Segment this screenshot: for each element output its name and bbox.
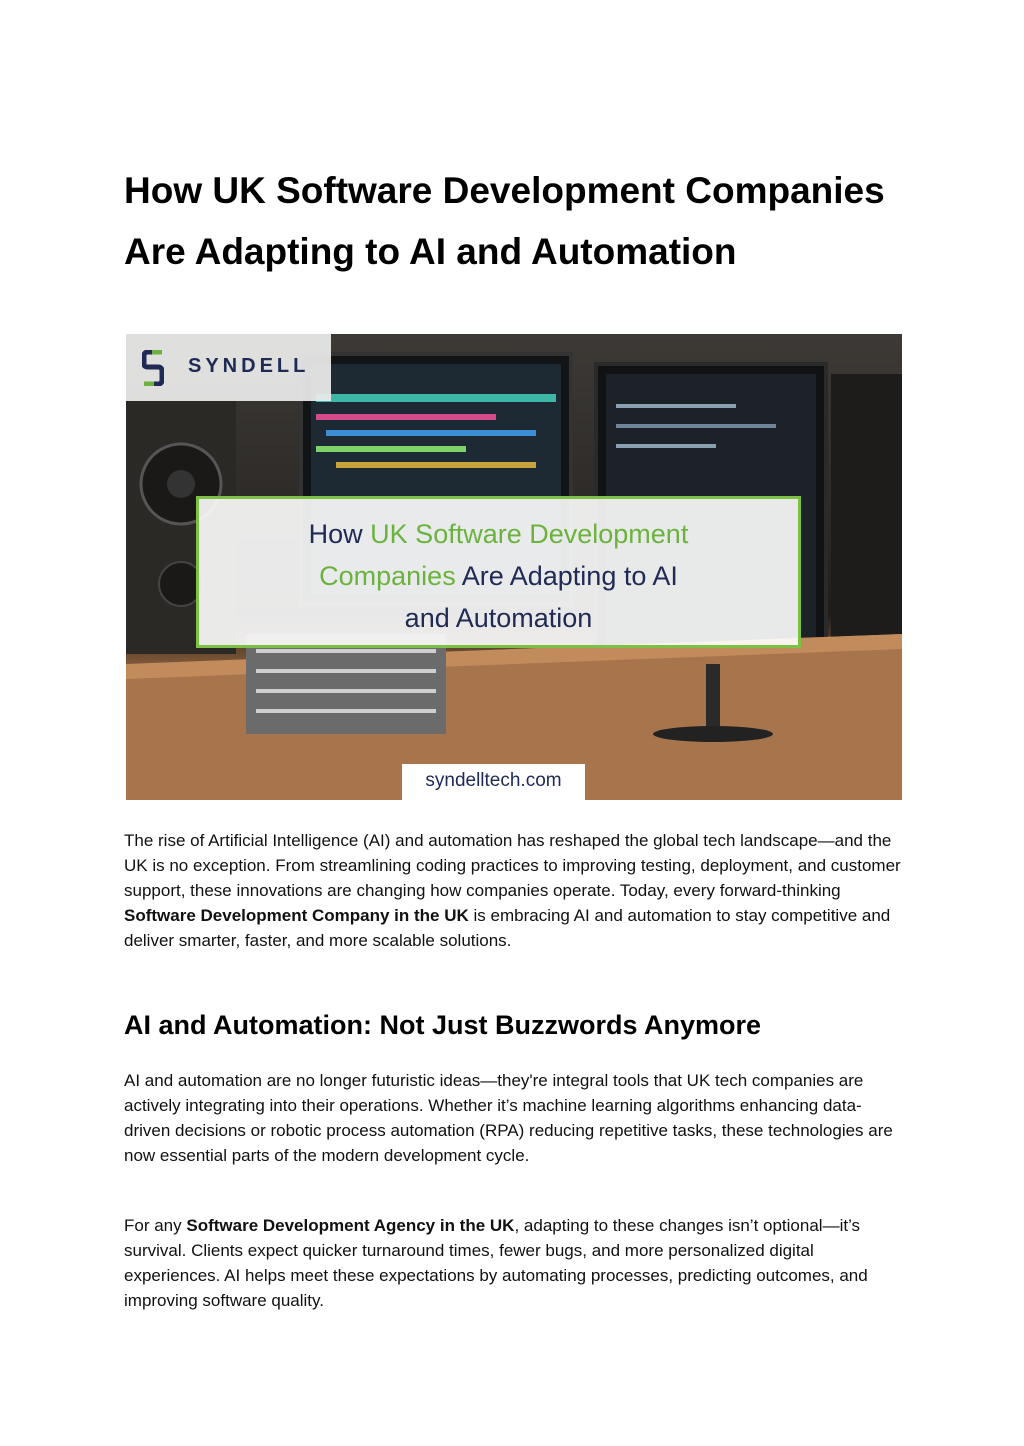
hero-banner xyxy=(196,496,801,648)
intro-text-after: is embracing AI and automation to stay competitive and deliver smarter, faster, and more scalable solutions. xyxy=(124,906,891,950)
banner-line1-prefix: How xyxy=(308,519,371,549)
para2-prefix: For any xyxy=(124,1216,187,1235)
intro-bold-link: Software Development Company in the UK xyxy=(124,906,469,925)
banner-line2-green: Companies xyxy=(319,561,456,591)
site-url: syndelltech.com xyxy=(425,770,562,791)
banner-line1-green: UK Software Development xyxy=(370,519,689,549)
section-heading: AI and Automation: Not Just Buzzwords Anymore xyxy=(124,1010,762,1040)
banner-line3: and Automation xyxy=(404,603,593,633)
intro-paragraph xyxy=(124,828,904,953)
hero-banner-text xyxy=(199,513,798,639)
hero-image xyxy=(126,334,902,800)
section-paragraph-2 xyxy=(124,1213,904,1313)
article-title: How UK Software Development Companies Are Adapting to AI and Automation xyxy=(124,170,885,272)
logo-text: SYNDELL xyxy=(188,355,310,377)
syndell-logo-icon xyxy=(142,350,164,386)
intro-text-before: The rise of Artificial Intelligence (AI) and automation has reshaped the global tech landscape—and the UK is no exception. From streamlining coding practices to improving testing, deployment, and customer support, these innovations are changing how companies operate. Today, every forward-thinking xyxy=(124,831,901,900)
site-badge xyxy=(402,764,585,800)
banner-line2-rest: Are Adapting to AI xyxy=(455,561,678,591)
logo-badge xyxy=(126,334,331,401)
para2-rest: , adapting to these changes isn’t optional—it’s survival. Clients expect quicker turnaround times, fewer bugs, and more personalized digital experiences. AI helps meet these expectations by automating processes, predicting outcomes, and improving software quality. xyxy=(124,1216,868,1310)
para2-bold: Software Development Agency in the UK xyxy=(186,1216,515,1235)
section-paragraph-1: AI and automation are no longer futuristic ideas—they're integral tools that UK tech companies are actively integrating into their operations. Whether it’s machine learning algorithms enhancing data-driven decisions or robotic process automation (RPA) reducing repetitive tasks, these technologies are now essential parts of the modern development cycle. xyxy=(124,1071,893,1165)
